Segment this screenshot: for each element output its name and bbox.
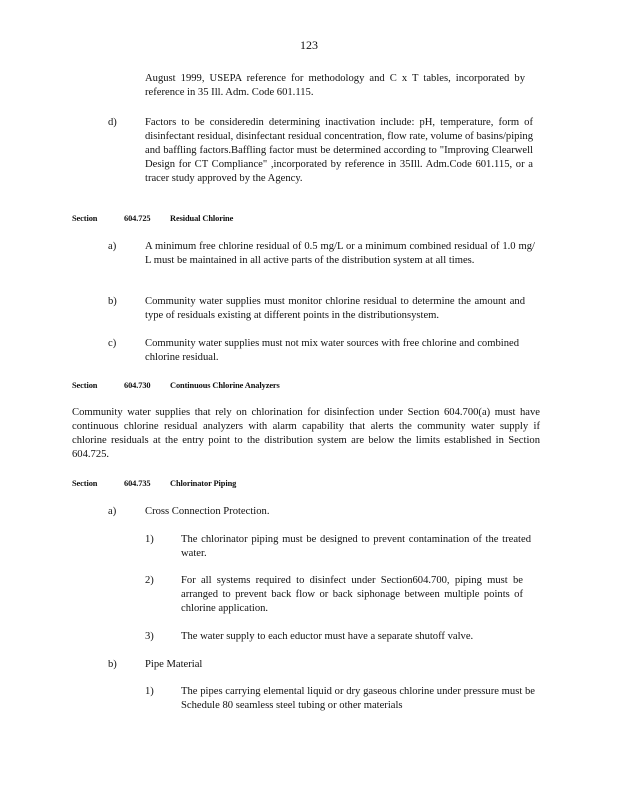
item-marker: a): [108, 506, 117, 517]
section-paragraph: Community water supplies that rely on chlorination for disinfection under Section 604.700(a) must have continuous chlorine residual analyzers with alarm capability that alerts the community water supply if chlorine residuals at the entry point to the distribution system are below the limits established in Section 604.725.: [72, 407, 540, 460]
subitem-marker: 1): [145, 686, 154, 697]
page-number: 123: [300, 38, 318, 52]
section-title: Continuous Chlorine Analyzers: [170, 381, 280, 390]
subitem-text: The chlorinator piping must be designed to prevent contamination of the treated water.: [181, 534, 531, 559]
item-marker-d: d): [108, 117, 117, 128]
item-text: A minimum free chlorine residual of 0.5 mg/L or a minimum combined residual of 1.0 mg/ L must be maintained in all active parts of the distribution system at all times.: [145, 241, 535, 266]
subitem-text: The pipes carrying elemental liquid or dry gaseous chlorine under pressure must be Schedule 80 seamless steel tubing or other materials: [181, 686, 535, 711]
item-text: Community water supplies must not mix water sources with free chlorine and combined chlorine residual.: [145, 338, 519, 363]
item-marker: c): [108, 338, 117, 349]
subitem-marker: 2): [145, 575, 154, 586]
item-text: Community water supplies must monitor chlorine residual to determine the amount and type of residuals existing at different points in the distributionsystem.: [145, 296, 525, 321]
section-label: Section: [72, 381, 98, 390]
subitem-text: The water supply to each eductor must have a separate shutoff valve.: [181, 631, 474, 642]
item-text: Pipe Material: [145, 659, 203, 670]
section-heading-604-735: [72, 478, 236, 490]
section-number: 604.730: [124, 381, 151, 390]
item-marker: a): [108, 241, 117, 252]
section-number: 604.725: [124, 214, 151, 223]
continued-paragraph: August 1999, USEPA reference for methodology and C x T tables, incorporated by reference in 35 Ill. Adm. Code 601.115.: [145, 73, 525, 98]
item-marker: b): [108, 296, 117, 307]
section-heading-604-725: [72, 213, 233, 225]
subitem-text: For all systems required to disinfect under Section604.700, piping must be arranged to prevent back flow or back siphonage between multiple points of chlorine application.: [181, 575, 523, 614]
item-text: Cross Connection Protection.: [145, 506, 270, 517]
section-label: Section: [72, 479, 98, 488]
subitem-marker: 3): [145, 631, 154, 642]
section-title: Chlorinator Piping: [170, 479, 237, 488]
section-heading-604-730: [72, 380, 280, 392]
item-marker: b): [108, 659, 117, 670]
section-title: Residual Chlorine: [170, 214, 234, 223]
section-number: 604.735: [124, 479, 151, 488]
section-label: Section: [72, 214, 98, 223]
item-d-text: Factors to be consideredin determining inactivation include: pH, temperature, form of disinfectant residual, disinfectant residual concentration, flow rate, volume of basins/piping and baffling factors.Baffling factor must be determined according to "Improving Clearwell Design for CT Compliance" ,incorporated by reference in 35Ill. Adm.Code 601.115, or a tracer study approved by the Agency.: [145, 117, 533, 184]
subitem-marker: 1): [145, 534, 154, 545]
